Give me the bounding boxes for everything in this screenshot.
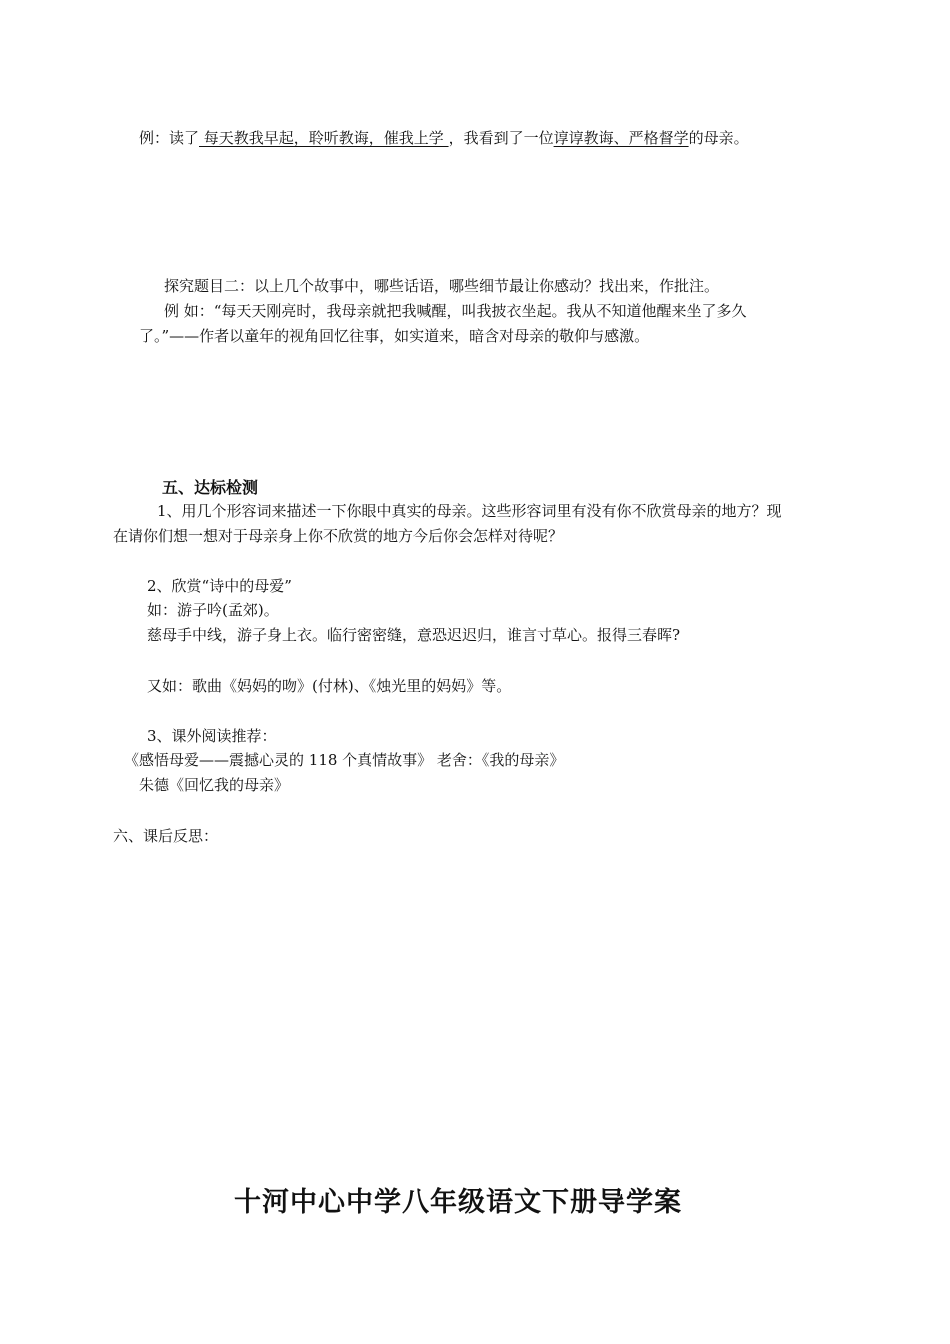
question-2-title: 2、欣赏“诗中的母爱” [147, 577, 292, 595]
question-1-line-1: 1、用几个形容词来描述一下你眼中真实的母亲。这些形容词里有没有你不欣赏母亲的地方？现 [157, 502, 782, 520]
example-suffix: 的母亲。 [688, 129, 749, 147]
inquiry-example-line-1: 例 如：“每天天刚亮时，我母亲就把我喊醒，叫我披衣坐起。我从不知道他醒来坐了多久 [164, 302, 747, 320]
section-5-heading: 五、达标检测 [162, 478, 259, 497]
question-3-books-2: 朱德《回忆我的母亲》 [139, 776, 290, 794]
question-2-example: 如：游子吟(孟郊)。 [147, 601, 279, 619]
example-line [139, 128, 749, 148]
question-2-poem: 慈母手中线，游子身上衣。临行密密缝，意恐迟迟归，谁言寸草心。报得三春晖? [147, 626, 681, 644]
example-blank-answer-1: 每天教我早起，聆听教诲，催我上学 [199, 129, 449, 147]
question-3-books-1: 《感悟母爱——震撼心灵的 118 个真情故事》 老舍：《我的母亲》 [124, 751, 565, 769]
question-1-line-2: 在请你们想一想对于母亲身上你不欣赏的地方今后你会怎样对待呢？ [113, 527, 564, 545]
example-prefix: 例：读了 [139, 129, 200, 147]
inquiry-example-line-2: 了。”——作者以童年的视角回忆往事，如实道来，暗含对母亲的敬仰与感激。 [139, 327, 650, 345]
question-3-title: 3、课外阅读推荐： [147, 727, 277, 745]
section-6-heading: 六、课后反思： [113, 827, 219, 845]
question-2-more: 又如：歌曲《妈妈的吻》(付林)、《烛光里的妈妈》等。 [147, 677, 512, 695]
example-blank-answer-2: 谆谆教诲、严格督学 [553, 129, 689, 147]
footer-title: 十河中心中学八年级语文下册导学案 [234, 1187, 682, 1218]
inquiry-question: 探究题目二：以上几个故事中，哪些话语，哪些细节最让你感动？找出来，作批注。 [164, 277, 720, 295]
example-middle: ，我看到了一位 [448, 129, 554, 147]
